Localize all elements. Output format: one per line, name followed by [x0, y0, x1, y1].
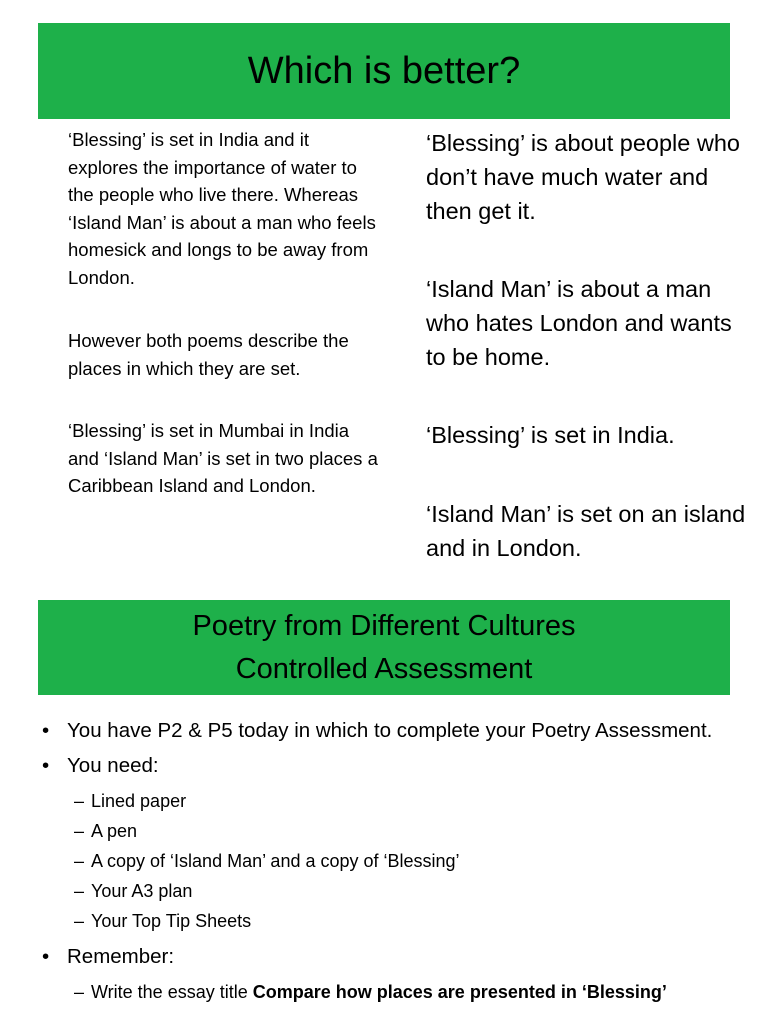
sub-text: Write the essay title — [91, 982, 253, 1002]
slide1-title-banner — [38, 23, 730, 119]
slide1-left-column — [68, 126, 378, 500]
sub-text: Lined paper — [91, 791, 187, 811]
bullet-item — [40, 942, 740, 971]
slide2-title-banner — [38, 600, 730, 695]
left-paragraph-1: ‘Blessing’ is set in India and it explores the importance of water to the people who live there. Whereas ‘Island Man’ is about a man who feels homesick and longs to be away from London. — [68, 129, 376, 288]
sub-item — [40, 846, 740, 876]
slide2-title-line-1: Poetry from Different Cultures — [192, 609, 576, 642]
sub-item — [40, 876, 740, 906]
sub-item — [40, 906, 740, 936]
sub-text: Your A3 plan — [91, 881, 193, 901]
left-paragraph-3: ‘Blessing’ is set in Mumbai in India and ‘Island Man’ is set in two places a Caribbean Island and London. — [68, 420, 378, 496]
sub-item — [40, 977, 740, 1007]
sub-item — [40, 786, 740, 816]
left-paragraph-2: However both poems describe the places in which they are set. — [68, 330, 349, 379]
bullet-text: You have P2 & P5 today in which to complete your Poetry Assessment. — [67, 719, 713, 742]
dash-marker: – — [74, 911, 85, 931]
dash-marker: – — [74, 881, 85, 901]
slide1-right-column — [426, 126, 746, 565]
right-paragraph-2: ‘Island Man’ is about a man who hates London and wants to be home. — [426, 276, 732, 370]
right-paragraph-3: ‘Blessing’ is set in India. — [426, 422, 675, 448]
dash-marker: – — [74, 791, 85, 811]
sub-text: A pen — [91, 821, 138, 841]
bullet-marker: • — [42, 945, 50, 968]
essay-title-bold: Compare how places are presented in ‘Blessing’ — [252, 982, 667, 1002]
bullet-marker: • — [42, 719, 50, 742]
bullet-marker: • — [42, 754, 50, 777]
dash-marker: – — [74, 982, 85, 1002]
dash-marker: – — [74, 821, 85, 841]
sub-text: Your Top Tip Sheets — [91, 911, 252, 931]
bullet-item — [40, 716, 740, 745]
bullet-text: Remember: — [67, 945, 175, 968]
slide1-title: Which is better? — [247, 50, 521, 92]
slide2-title-line-2: Controlled Assessment — [235, 652, 533, 685]
slide2-bullet-list — [40, 716, 740, 1007]
right-paragraph-4: ‘Island Man’ is set on an island and in London. — [426, 501, 746, 561]
bullet-item — [40, 751, 740, 780]
right-paragraph-1: ‘Blessing’ is about people who don’t have much water and then get it. — [426, 130, 740, 224]
sub-item — [40, 816, 740, 846]
dash-marker: – — [74, 851, 85, 871]
bullet-text: You need: — [67, 754, 159, 777]
sub-text: A copy of ‘Island Man’ and a copy of ‘Blessing’ — [91, 851, 460, 871]
